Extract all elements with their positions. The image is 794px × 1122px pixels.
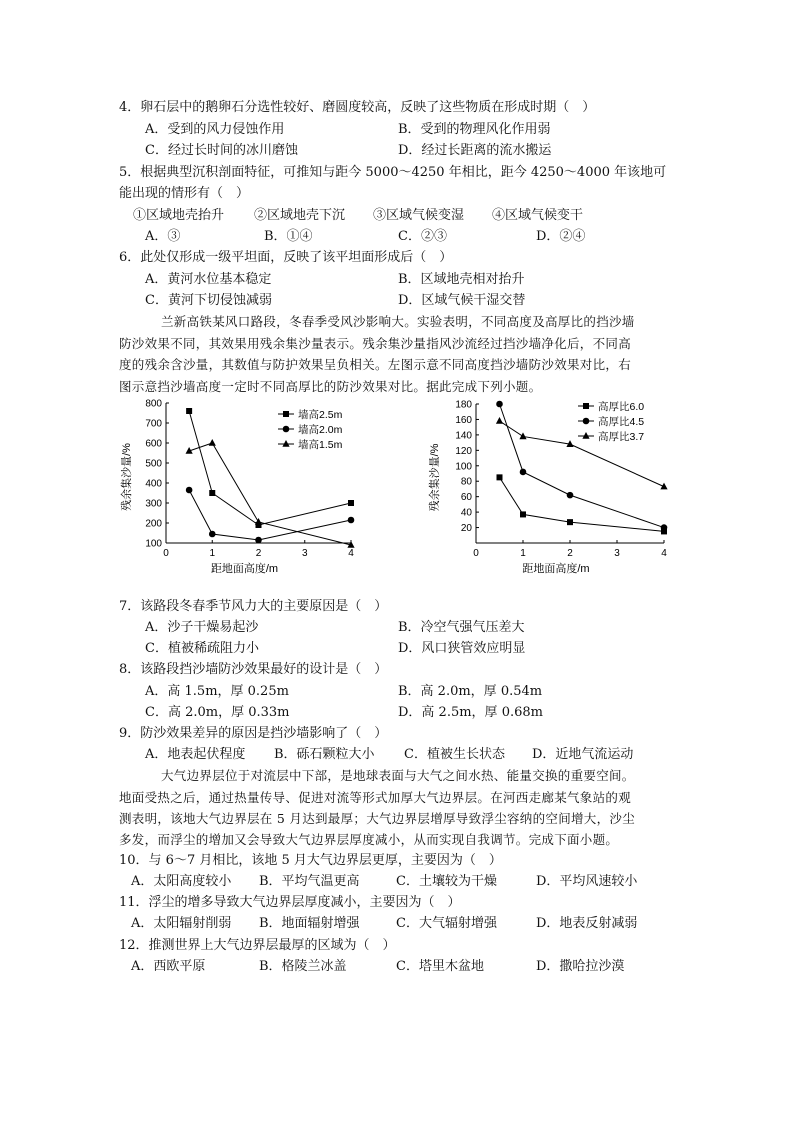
right-chart-x-tick-label: 3 — [614, 548, 620, 559]
left-chart-y-tick-label: 600 — [145, 438, 162, 450]
q4-option-b[interactable]: B．受到的物理风化作用弱 — [398, 122, 551, 137]
left-chart-legend-label-2: 墙高2.0m — [298, 424, 343, 436]
q12-option-d[interactable]: D．撒哈拉沙漠 — [536, 959, 625, 974]
right-chart-series-3-point — [496, 417, 503, 424]
right-chart-series-1-point — [567, 519, 573, 525]
q11-option-a[interactable]: A．太阳辐射削弱 — [131, 916, 232, 931]
right-chart-y-tick-label: 140 — [455, 430, 472, 442]
left-chart-x-axis-label: 距地面高度/m — [210, 563, 279, 575]
right-chart-x-tick-label: 1 — [520, 548, 526, 559]
q4-option-d[interactable]: D．经过长距离的流水搬运 — [398, 143, 552, 158]
left-chart-y-tick-label: 300 — [145, 498, 162, 510]
right-chart-series-2-point — [567, 492, 574, 499]
q10-option-d[interactable]: D．平均风速较小 — [536, 874, 638, 889]
q9-option-a[interactable]: A．地表起伏程度 — [145, 747, 246, 762]
q7-option-c[interactable]: C．植被稀疏阻力小 — [145, 641, 259, 656]
q8-option-a[interactable]: A．高 1.5m，厚 0.25m — [145, 684, 289, 699]
chart-wall-height — [110, 392, 370, 588]
right-chart-legend-marker-1 — [583, 403, 589, 409]
right-chart-y-tick-label: 100 — [455, 461, 472, 473]
left-chart-y-tick-label: 700 — [145, 418, 162, 430]
left-chart-y-tick-label: 800 — [145, 398, 162, 410]
right-chart-x-axis-label: 距地面高度/m — [522, 563, 590, 575]
passage1-line2: 防沙效果不同，其效果用残余集沙量表示。残余集沙量指风沙流经过挡沙墙净化后，不同高 — [119, 336, 632, 351]
q9-stem: 9．防沙效果差异的原因是挡沙墙影响了（ ） — [119, 726, 388, 741]
right-chart-series-2-point — [661, 524, 668, 531]
q12-option-c[interactable]: C．塔里木盆地 — [396, 959, 484, 974]
q5-item-2: ②区域地壳下沉 — [254, 208, 346, 223]
q5-option-b[interactable]: B．①④ — [264, 229, 313, 244]
q5-option-a[interactable]: A．③ — [145, 229, 181, 244]
left-chart-legend-marker-2 — [283, 426, 290, 433]
q5-option-c[interactable]: C．②③ — [398, 229, 447, 244]
left-chart-series-3-point — [209, 439, 216, 446]
right-chart-x-tick-label: 0 — [473, 548, 479, 559]
right-chart-series-2-point — [520, 469, 527, 476]
passage2-line1: 大气边界层位于对流层中下部，是地球表面与大气之间水热、能量交换的重要空间。 — [161, 768, 635, 783]
q8-option-b[interactable]: B．高 2.0m，厚 0.54m — [398, 684, 543, 699]
passage2-line3: 测表明，该地大气边界层在 5 月达到最厚；大气边界层增厚导致浮尘容纳的空间增大，沙尘 — [119, 811, 636, 826]
q5-item-4: ④区域气候变干 — [492, 208, 584, 223]
q11-stem: 11．浮尘的增多导致大气边界层厚度减小，主要因为（ ） — [119, 895, 461, 910]
right-chart-y-tick-label: 40 — [460, 507, 472, 519]
right-chart-y-tick-label: 180 — [455, 399, 472, 411]
q10-option-a[interactable]: A．太阳高度较小 — [131, 874, 232, 889]
q6-stem: 6．此处仅形成一级平坦面，反映了该平坦面形成后（ ） — [119, 250, 453, 265]
left-chart-legend-marker-3 — [282, 440, 289, 447]
q11-option-b[interactable]: B．地面辐射增强 — [259, 916, 360, 931]
right-chart-y-tick-label: 120 — [455, 445, 472, 457]
left-chart-legend-label-3: 墙高1.5m — [298, 439, 343, 451]
q9-option-b[interactable]: B．砾石颗粒大小 — [274, 747, 375, 762]
q11-option-c[interactable]: C．大气辐射增强 — [396, 916, 497, 931]
left-chart-series-2-point — [255, 537, 262, 544]
left-chart-series-1-point — [186, 408, 192, 414]
left-chart-y-tick-label: 100 — [145, 538, 162, 550]
q11-option-d[interactable]: D．地表反射减弱 — [536, 916, 638, 931]
q7-stem: 7．该路段冬春季节风力大的主要原因是（ ） — [119, 599, 388, 614]
q7-option-a[interactable]: A．沙子干燥易起沙 — [145, 620, 259, 635]
q8-stem: 8．该路段挡沙墙防沙效果最好的设计是（ ） — [119, 662, 388, 677]
q4-option-a[interactable]: A．受到的风力侵蚀作用 — [145, 122, 285, 137]
q5-stem-line2: 能出现的情形有（ ） — [119, 186, 250, 201]
left-chart-x-tick-label: 3 — [301, 548, 308, 559]
right-chart-series-1-point — [497, 474, 503, 480]
right-chart-series-line-1 — [500, 477, 665, 531]
right-chart-x-tick-label: 4 — [661, 548, 667, 559]
left-chart-y-tick-label: 200 — [145, 518, 162, 530]
left-chart-series-3-point — [255, 518, 262, 525]
q6-option-c[interactable]: C．黄河下切侵蚀减弱 — [145, 293, 272, 308]
q7-option-b[interactable]: B．冷空气强气压差大 — [398, 620, 525, 635]
q5-item-1: ①区域地壳抬升 — [133, 208, 225, 223]
right-chart-x-tick-label: 2 — [567, 548, 573, 559]
passage2-line4: 多发，而浮尘的增加又会导致大气边界层厚度减小，从而实现自我调节。完成下面小题。 — [119, 832, 619, 847]
q4-stem: 4．卵石层中的鹅卵石分选性较好、磨圆度较高，反映了这些物质在形成时期（ ） — [119, 100, 596, 115]
passage1-line1: 兰新高铁某风口路段，冬春季受风沙影响大。实验表明，不同高度及高厚比的挡沙墙 — [161, 314, 635, 329]
right-chart-y-tick-label: 20 — [460, 523, 472, 535]
q6-option-b[interactable]: B．区域地壳相对抬升 — [398, 272, 525, 287]
q9-option-c[interactable]: C．植被生长状态 — [404, 747, 505, 762]
left-chart-y-axis-label: 残余集沙量/% — [121, 443, 133, 511]
q12-option-b[interactable]: B．格陵兰冰盖 — [259, 959, 347, 974]
q5-option-d[interactable]: D．②④ — [536, 229, 586, 244]
right-chart-y-tick-label: 60 — [460, 492, 472, 504]
q10-option-c[interactable]: C．土壤较为干燥 — [396, 874, 497, 889]
passage1-line4: 图示意挡沙墙高度一定时不同高厚比的防沙效果对比。据此完成下列小题。 — [119, 379, 542, 394]
right-chart-y-axis-label: 残余集沙量/% — [429, 443, 441, 512]
q10-option-b[interactable]: B．平均气温更高 — [259, 874, 360, 889]
left-chart-legend-marker-1 — [283, 411, 289, 417]
left-chart-series-2-point — [186, 487, 193, 494]
left-chart-y-tick-label: 400 — [145, 478, 162, 490]
left-chart-series-2-point — [348, 517, 355, 524]
q5-item-3: ③区域气候变湿 — [373, 208, 465, 223]
q8-option-d[interactable]: D．高 2.5m，厚 0.68m — [398, 705, 543, 720]
chart-height-thickness-ratio — [420, 392, 680, 588]
q12-stem: 12．推测世界上大气边界层最厚的区域为（ ） — [119, 938, 396, 953]
left-chart-x-tick-label: 4 — [348, 548, 354, 559]
right-chart-legend-label-2: 高厚比4.5 — [598, 416, 645, 428]
right-chart-legend-label-1: 高厚比6.0 — [598, 401, 645, 413]
right-chart-series-2-point — [496, 401, 503, 408]
q6-option-d[interactable]: D．区域气候干湿交替 — [398, 293, 526, 308]
right-chart-legend-label-3: 高厚比3.7 — [598, 431, 645, 443]
right-chart-legend-marker-3 — [582, 432, 589, 439]
passage2-line2: 地面受热之后，通过热量传导、促进对流等形式加厚大气边界层。在河西走廊某气象站的观 — [119, 790, 632, 805]
q4-option-c[interactable]: C．经过长时间的冰川磨蚀 — [145, 143, 298, 158]
left-chart-y-tick-label: 500 — [145, 458, 162, 470]
right-chart-y-tick-label: 160 — [455, 414, 472, 426]
q6-option-a[interactable]: A．黄河水位基本稳定 — [145, 272, 272, 287]
q7-option-d[interactable]: D．风口狭管效应明显 — [398, 641, 526, 656]
q9-option-d[interactable]: D．近地气流运动 — [532, 747, 634, 762]
left-chart-x-tick-label: 0 — [163, 548, 169, 559]
passage1-line3: 度的残余含沙量，其数值与防护效果呈负相关。左图示意不同高度挡沙墙防沙效果对比，右 — [119, 357, 632, 372]
left-chart-series-1-point — [209, 490, 215, 496]
left-chart-series-2-point — [209, 531, 216, 538]
left-chart-series-1-point — [348, 500, 354, 506]
q10-stem: 10．与 6～7 月相比，该地 5 月大气边界层更厚，主要因为（ ） — [119, 853, 502, 868]
q5-stem-line1: 5．根据典型沉积剖面特征，可推知与距今 5000～4250 年相比，距今 4250～4000 年该地可 — [119, 165, 667, 180]
left-chart-x-tick-label: 2 — [255, 548, 262, 559]
left-chart-x-tick-label: 1 — [209, 548, 216, 559]
right-chart-series-1-point — [520, 511, 526, 517]
q8-option-c[interactable]: C．高 2.0m，厚 0.33m — [145, 705, 290, 720]
right-chart-series-3-point — [519, 432, 526, 439]
q12-option-a[interactable]: A．西欧平原 — [131, 959, 206, 974]
right-chart-y-tick-label: 80 — [460, 476, 472, 488]
right-chart-legend-marker-2 — [583, 418, 590, 425]
left-chart-legend-label-1: 墙高2.5m — [298, 409, 343, 421]
